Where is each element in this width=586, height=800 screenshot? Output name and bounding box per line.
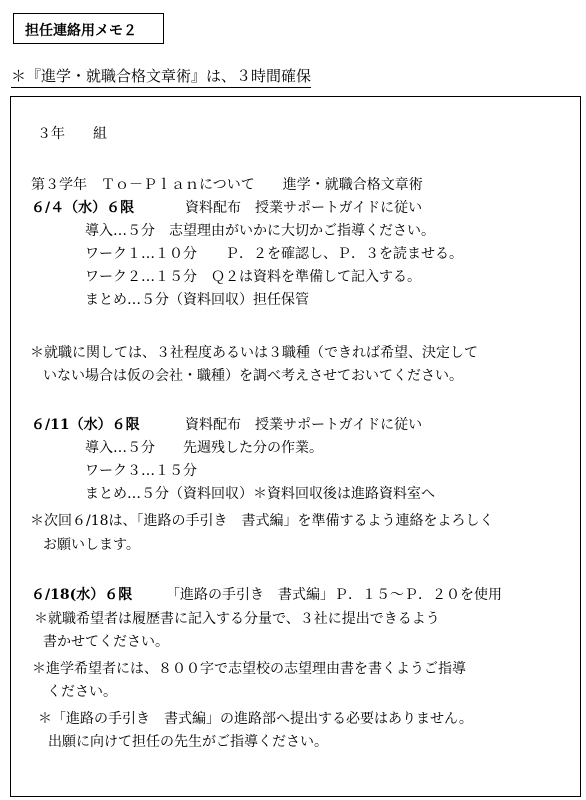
session-1-item: まとめ…５分（資料回収）担任保管: [85, 292, 309, 308]
session-1-item: ワーク２…１５分 Ｑ２は資料を準備して記入する。: [85, 269, 421, 285]
next-session-note-cont: お願いします。: [43, 537, 140, 553]
program-heading: 第３学年 Ｔｏ－Ｐｌａｎについて 進学・就職合格文章術: [31, 177, 423, 193]
session-3-materials: 「進路の手引き 書式編」Ｐ．１５～Ｐ．２０を使用: [166, 587, 502, 603]
session-3-note-cont: 出願に向けて担任の先生がご指導ください。: [48, 734, 328, 750]
session-3-note-cont: 書かせてください。: [43, 634, 169, 650]
memo-title-box: [13, 13, 164, 44]
session-date-3: ６/18(水）６限: [31, 587, 133, 603]
session-date-1: ６/４（水）６限: [31, 200, 135, 216]
session-3-note: ＊「進路の手引き 書式編」の進路部へ提出する必要はありません。: [38, 711, 473, 727]
session-1-item: 導入…５分 志望理由がいかに大切かご指導ください。: [85, 223, 435, 239]
class-line: ３年 組: [37, 126, 107, 142]
employment-note-cont: いない場合は仮の会社・職種）を調べ考えさせておいてください。: [43, 368, 463, 384]
session-1-item: ワーク１…１０分 Ｐ．２を確認し、Ｐ．３を読ませる。: [85, 246, 463, 262]
session-2-materials: 資料配布 授業サポートガイドに従い: [185, 417, 423, 433]
memo-title: 担任連絡用メモ２: [25, 23, 137, 39]
session-3-note-cont: ください。: [47, 684, 117, 700]
memo-subtitle: ＊『進学・就職合格文章術』は、３時間確保: [11, 67, 311, 88]
session-date-2: ６/11（水）６限: [31, 417, 140, 433]
employment-note: ＊就職に関しては、３社程度あるいは３職種（できれば希望、決定して: [30, 345, 478, 361]
next-session-note: ＊次回６/18は、「進路の手引き 書式編」を準備するよう連絡をよろしく: [30, 513, 494, 529]
session-1-materials: 資料配布 授業サポートガイドに従い: [185, 200, 423, 216]
session-2-item: 導入…５分 先週残した分の作業。: [85, 440, 323, 456]
session-2-item: まとめ…５分（資料回収）＊資料回収後は進路資料室へ: [85, 486, 435, 502]
session-3-note: ＊就職希望者は履歴書に記入する分量で、３社に提出できるよう: [34, 611, 440, 627]
session-2-item: ワーク３…１５分: [85, 463, 197, 479]
session-3-note: ＊進学希望者には、８００字で志望校の志望理由書を書くようご指導: [32, 661, 466, 677]
